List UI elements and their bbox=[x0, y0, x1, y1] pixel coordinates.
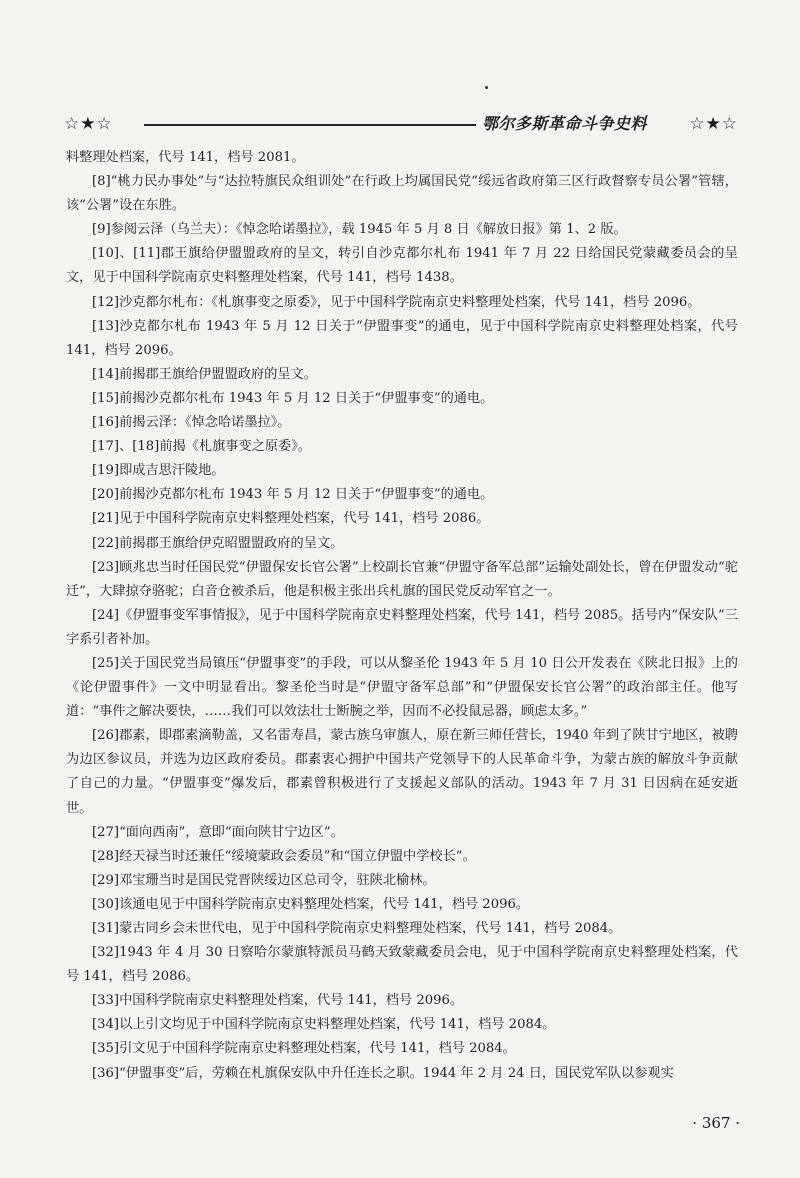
endnote-34: [34]以上引文均见于中国科学院南京史料整理处档案，代号 141，档号 2084。 bbox=[92, 1017, 556, 1033]
endnote-19: [19]即成吉思汗陵地。 bbox=[92, 463, 225, 479]
header-rule bbox=[144, 124, 476, 126]
endnote-continuation: 料整理处档案，代号 141，档号 2081。 bbox=[66, 150, 305, 165]
endnote-24: [24]《伊盟事变军事情报》，见于中国科学院南京史料整理处档案，代号 141，档号 2085。括号内“保安队”三字系引者补加。 bbox=[66, 607, 738, 647]
endnote-20: [20]前揭沙克都尔札布 1943 年 5 月 12 日关于“伊盟事变”的通电。 bbox=[92, 487, 494, 503]
endnote-28: [28]经天禄当时还兼任“绥境蒙政会委员”和“国立伊盟中学校长”。 bbox=[92, 848, 476, 864]
endnote-8: [8]“桃力民办事处”与“达拉特旗民众组训处”在行政上均属国民党“绥远省政府第三区行政督察专员公署”管辖，该“公署”设在东胜。 bbox=[66, 174, 738, 214]
endnote-9: [9]参阅云泽（乌兰夫）：《悼念哈诺墨拉》，载 1945 年 5 月 8 日《解放日报》第 1、2 版。 bbox=[92, 222, 627, 238]
endnote-23: [23]顾兆忠当时任国民党“伊盟保安长官公署”上校副长官兼“伊盟守备军总部”运输处副处长，曾在伊盟发动“驼迁”，大肆掠夺骆驼；白音仓被杀后，他是积极主张出兵札旗的国民党反动军官之一。 bbox=[66, 559, 738, 599]
endnote-31: [31]蒙古同乡会未世代电，见于中国科学院南京史料整理处档案，代号 141，档号 2084。 bbox=[92, 921, 622, 936]
endnote-27: [27]“面向西南”，意即“面向陕甘宁边区”。 bbox=[92, 824, 344, 840]
endnote-21: [21]见于中国科学院南京史料整理处档案，代号 141，档号 2086。 bbox=[92, 511, 490, 527]
running-title: 鄂尔多斯革命斗争史料 bbox=[482, 114, 648, 133]
star-ornament-left: ☆★☆ bbox=[64, 114, 113, 134]
endnote-22: [22]前揭郡王旗给伊克昭盟盟政府的呈文。 bbox=[92, 535, 344, 551]
print-speck bbox=[485, 86, 488, 89]
endnote-12: [12]沙克都尔札布：《札旗事变之原委》，见于中国科学院南京史料整理处档案，代号 141，档号 2096。 bbox=[92, 294, 701, 310]
page-number: · 367 · bbox=[692, 1114, 740, 1132]
running-header bbox=[64, 112, 738, 136]
endnote-29: [29]邓宝珊当时是国民党晋陕绥边区总司令，驻陕北榆林。 bbox=[92, 872, 436, 888]
endnote-17-18: [17]、[18]前揭《札旗事变之原委》。 bbox=[92, 439, 311, 455]
endnote-32: [32]1943 年 4 月 30 日察哈尔蒙旗特派员马鹤天致蒙藏委员会电，见于中国科学院南京史料整理处档案，代号 141，档号 2086。 bbox=[66, 945, 738, 985]
endnote-10-11: [10]、[11]郡王旗给伊盟盟政府的呈文，转引自沙克都尔札布 1941 年 7 月 22 日给国民党蒙藏委员会的呈文，见于中国科学院南京史料整理处档案，代号 141，档号 1438。 bbox=[66, 246, 738, 286]
endnote-14: [14]前揭郡王旗给伊盟盟政府的呈文。 bbox=[92, 366, 317, 382]
endnotes bbox=[66, 146, 738, 1086]
endnote-33: [33]中国科学院南京史料整理处档案，代号 141，档号 2096。 bbox=[92, 993, 464, 1009]
endnote-15: [15]前揭沙克都尔札布 1943 年 5 月 12 日关于“伊盟事变”的通电。 bbox=[92, 390, 494, 406]
endnote-26: [26]郡素，即郡素滴勒盖，又名雷寿昌，蒙古族乌审旗人，原在新三师任营长，1940 年到了陕甘宁地区，被聘为边区参议员，并选为边区政府委员。郡素衷心拥护中国共产党领导下的人民革命斗争，为蒙古族的解放斗争贡献了自己的力量。“伊盟事变”爆发后，郡素曾积极进行了支援起义部队的活动。1943 年 7 月 31 日因病在延安逝世。 bbox=[66, 728, 738, 816]
endnote-36: [36]“伊盟事变”后，劳赖在札旗保安队中升任连长之职。1944 年 2 月 24 日，国民党军队以参观实 bbox=[92, 1065, 674, 1081]
endnote-13: [13]沙克都尔札布 1943 年 5 月 12 日关于“伊盟事变”的通电，见于中国科学院南京史料整理处档案，代号 141，档号 2096。 bbox=[66, 318, 738, 358]
endnote-16: [16]前揭云泽：《悼念哈诺墨拉》。 bbox=[92, 415, 291, 431]
endnote-35: [35]引文见于中国科学院南京史料整理处档案，代号 141，档号 2084。 bbox=[92, 1041, 516, 1057]
endnote-30: [30]该通电见于中国科学院南京史料整理处档案，代号 141，档号 2096。 bbox=[92, 896, 530, 912]
endnote-25: [25]关于国民党当局镇压“伊盟事变”的手段，可以从黎圣伦 1943 年 5 月 10 日公开发表在《陕北日报》上的《论伊盟事件》一文中明显看出。黎圣伦当时是“伊盟守备军总部”和“伊盟保安长官公署”的政治部主任。他写道：“事件之解决要快，……我们可以效法壮士断腕之举，因而不必投鼠忌器，顾虑太多。” bbox=[66, 655, 738, 720]
star-ornament-right: ☆★☆ bbox=[689, 114, 738, 134]
